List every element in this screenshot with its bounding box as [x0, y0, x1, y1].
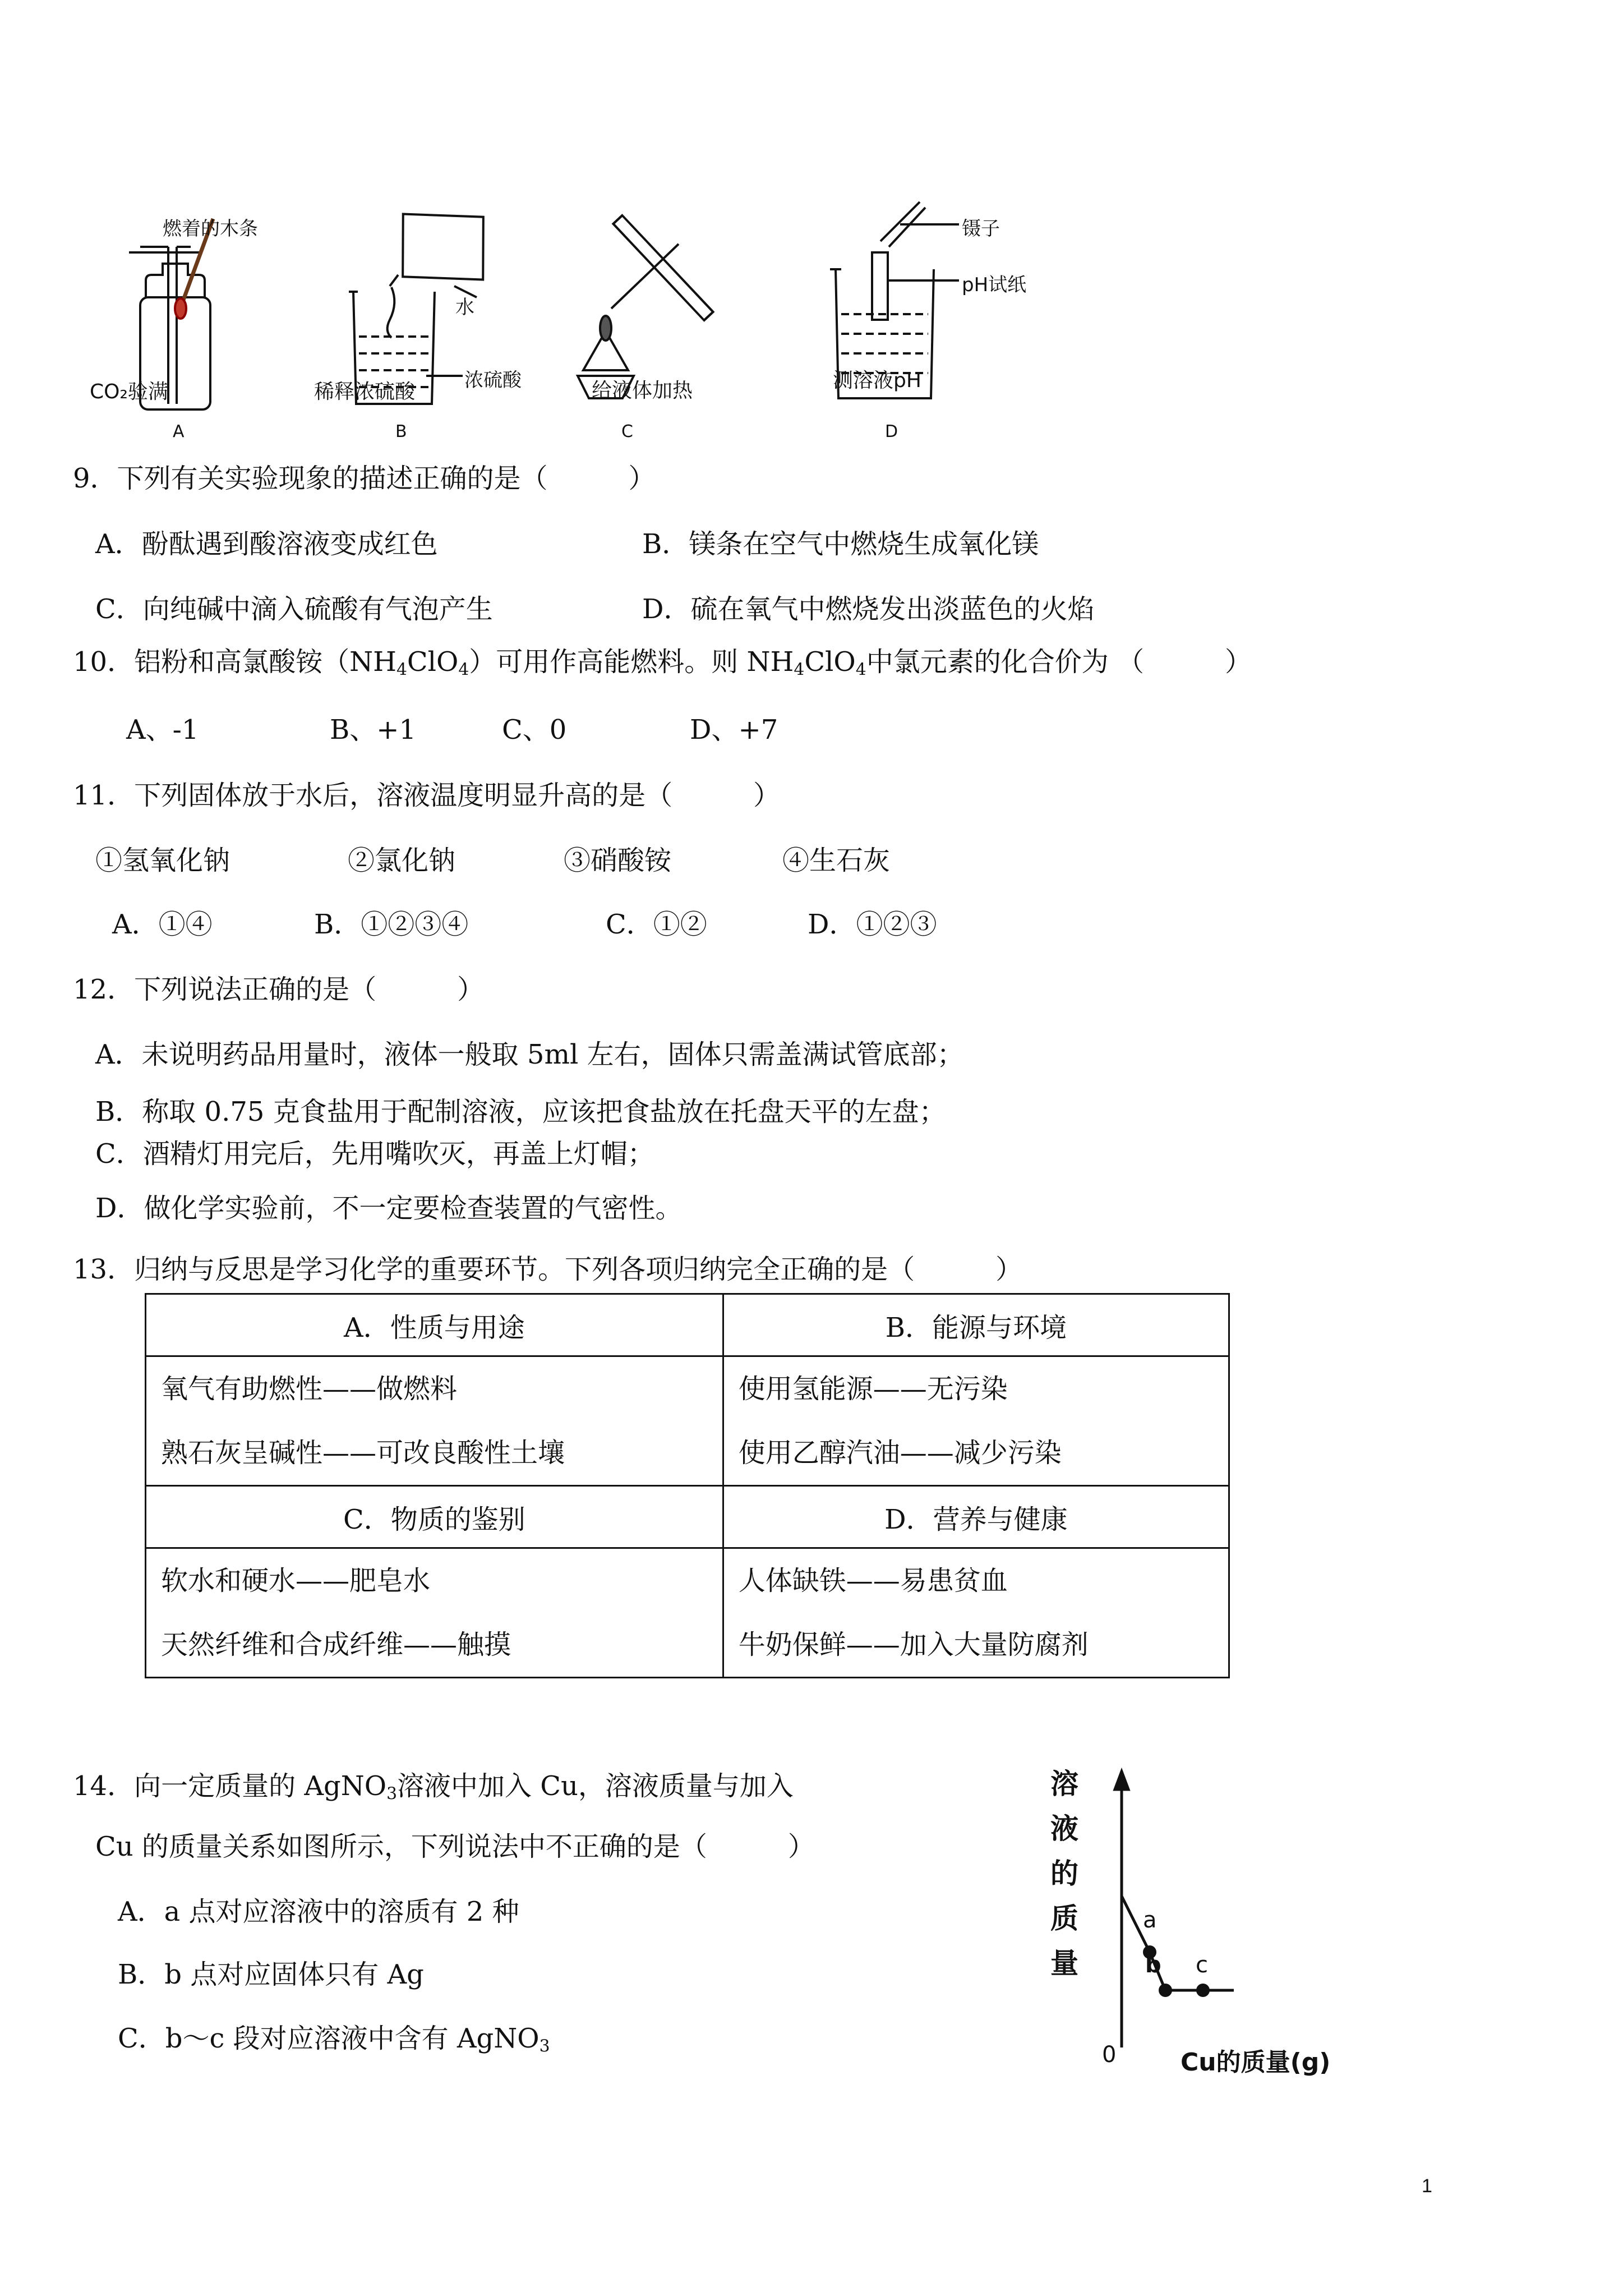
q10-stem: 10．铝粉和高氯酸铵$(NH_4ClO_4)$可用作高能燃料。则 $NH_4ClO_4$中氯元素的化合价为 （ ） [73, 646, 1252, 680]
q14-point-a-label: a [1143, 1907, 1157, 1933]
q12-option-a: A．未说明药品用量时，液体一般取 5ml 左右，固体只需盖满试管底部； [95, 1039, 964, 1070]
q12-option-b: B．称取 0.75 克食盐用于配制溶液，应该把食盐放在托盘天平的左盘； [95, 1096, 946, 1128]
q11-option-a: A．①④ [112, 909, 213, 940]
q13-stem: 13．归纳与反思是学习化学的重要环节。下列各项归纳完全正确的是（ ） [73, 1254, 1023, 1285]
q11-item-1: ①氢氧化钠 [95, 845, 230, 876]
caption-d: 测溶液pH [833, 369, 921, 392]
q11-stem: 11．下列固体放于水后，溶液温度明显升高的是（ ） [73, 780, 781, 811]
q10-option-b: B、+1 [330, 714, 417, 746]
label-burning-stick: 燃着的木条 [163, 218, 258, 240]
q14-point-b-label: b [1145, 1952, 1161, 1978]
q13-cell-a: 氧气有助燃性——做燃料 熟石灰呈碱性——可改良酸性土壤 [146, 1356, 723, 1486]
q14-stem-line2: Cu 的质量关系如图所示，下列说法中不正确的是（ ） [95, 1831, 815, 1862]
label-conc-acid: 浓硫酸 [464, 369, 522, 392]
q13-table [145, 1293, 1230, 1678]
q11-option-d: D．①②③ [808, 909, 937, 940]
q14-graph-ylabel: 溶 液 的 质 量 [1050, 1768, 1078, 1980]
q14-graph [1094, 1761, 1346, 2076]
q10-option-a: A、-1 [126, 714, 199, 746]
q9-stem: 9．下列有关实验现象的描述正确的是（ ） [73, 463, 656, 494]
q9-option-c: C．向纯碱中滴入硫酸有气泡产生 [95, 593, 493, 625]
letter-c: C [621, 422, 633, 441]
q14-point-c-label: c [1196, 1952, 1208, 1978]
q13-head-b: B．能源与环境 [723, 1294, 1229, 1356]
q13-head-c: C．物质的鉴别 [146, 1486, 723, 1548]
q9-option-a: A．酚酞遇到酸溶液变成红色 [95, 528, 438, 560]
curve [1122, 1896, 1234, 1990]
caption-c: 给液体加热 [592, 379, 693, 402]
q14-option-b: B．b 点对应固体只有 Ag [118, 1959, 424, 1990]
y-axis-arrow [1115, 1772, 1128, 1789]
letter-d: D [885, 422, 898, 441]
q13-cell-b: 使用氢能源——无污染 使用乙醇汽油——减少污染 [723, 1356, 1229, 1486]
q10-option-c: C、0 [502, 714, 567, 746]
page-number: 1 [1422, 2175, 1432, 2197]
q13-head-a: A．性质与用途 [146, 1294, 723, 1356]
test-tube-c [578, 219, 709, 398]
letter-b: B [395, 422, 407, 441]
label-water: 水 [455, 296, 474, 319]
label-ph-paper: pH试纸 [962, 274, 1027, 296]
label-tweezers: 镊子 [962, 218, 1000, 240]
q12-option-c: C．酒精灯用完后，先用嘴吹灭，再盖上灯帽； [95, 1138, 654, 1170]
q12-option-d: D．做化学实验前，不一定要检查装置的气密性。 [95, 1193, 683, 1224]
q11-item-2: ②氯化钠 [348, 845, 456, 876]
q11-option-c: C．①② [606, 909, 707, 940]
q14-option-c: C．b～c 段对应溶液中含有 AgNO$_3$ [118, 2023, 550, 2056]
q9-option-d: D．硫在氧气中燃烧发出淡蓝色的火焰 [642, 593, 1095, 625]
q14-origin-label: 0 [1102, 2042, 1117, 2068]
q14-stem-line1: 14．向一定质量的 AgNO$_3$溶液中加入 Cu，溶液质量与加入 [73, 1770, 794, 1804]
q11-item-3: ③硝酸铵 [564, 845, 672, 876]
caption-b: 稀释浓硫酸 [314, 380, 416, 403]
q14-xlabel: Cu的质量(g) [1181, 2048, 1331, 2077]
letter-a: A [173, 422, 185, 441]
q14-option-a: A．a 点对应溶液中的溶质有 2 种 [118, 1896, 519, 1927]
q13-head-d: D．营养与健康 [723, 1486, 1229, 1548]
q13-cell-c: 软水和硬水——肥皂水 天然纤维和合成纤维——触摸 [146, 1548, 723, 1678]
caption-a: CO₂验满 [90, 380, 168, 403]
q12-stem: 12．下列说法正确的是（ ） [73, 974, 485, 1005]
q9-option-b: B．镁条在空气中燃烧生成氧化镁 [642, 528, 1039, 560]
q13-cell-d: 人体缺铁——易患贫血 牛奶保鲜——加入大量防腐剂 [723, 1548, 1229, 1678]
q10-option-d: D、+7 [690, 714, 778, 746]
q11-item-4: ④生石灰 [782, 845, 891, 876]
point-b [1159, 1984, 1172, 1997]
point-c [1196, 1984, 1210, 1997]
q11-option-b: B．①②③④ [314, 909, 469, 940]
